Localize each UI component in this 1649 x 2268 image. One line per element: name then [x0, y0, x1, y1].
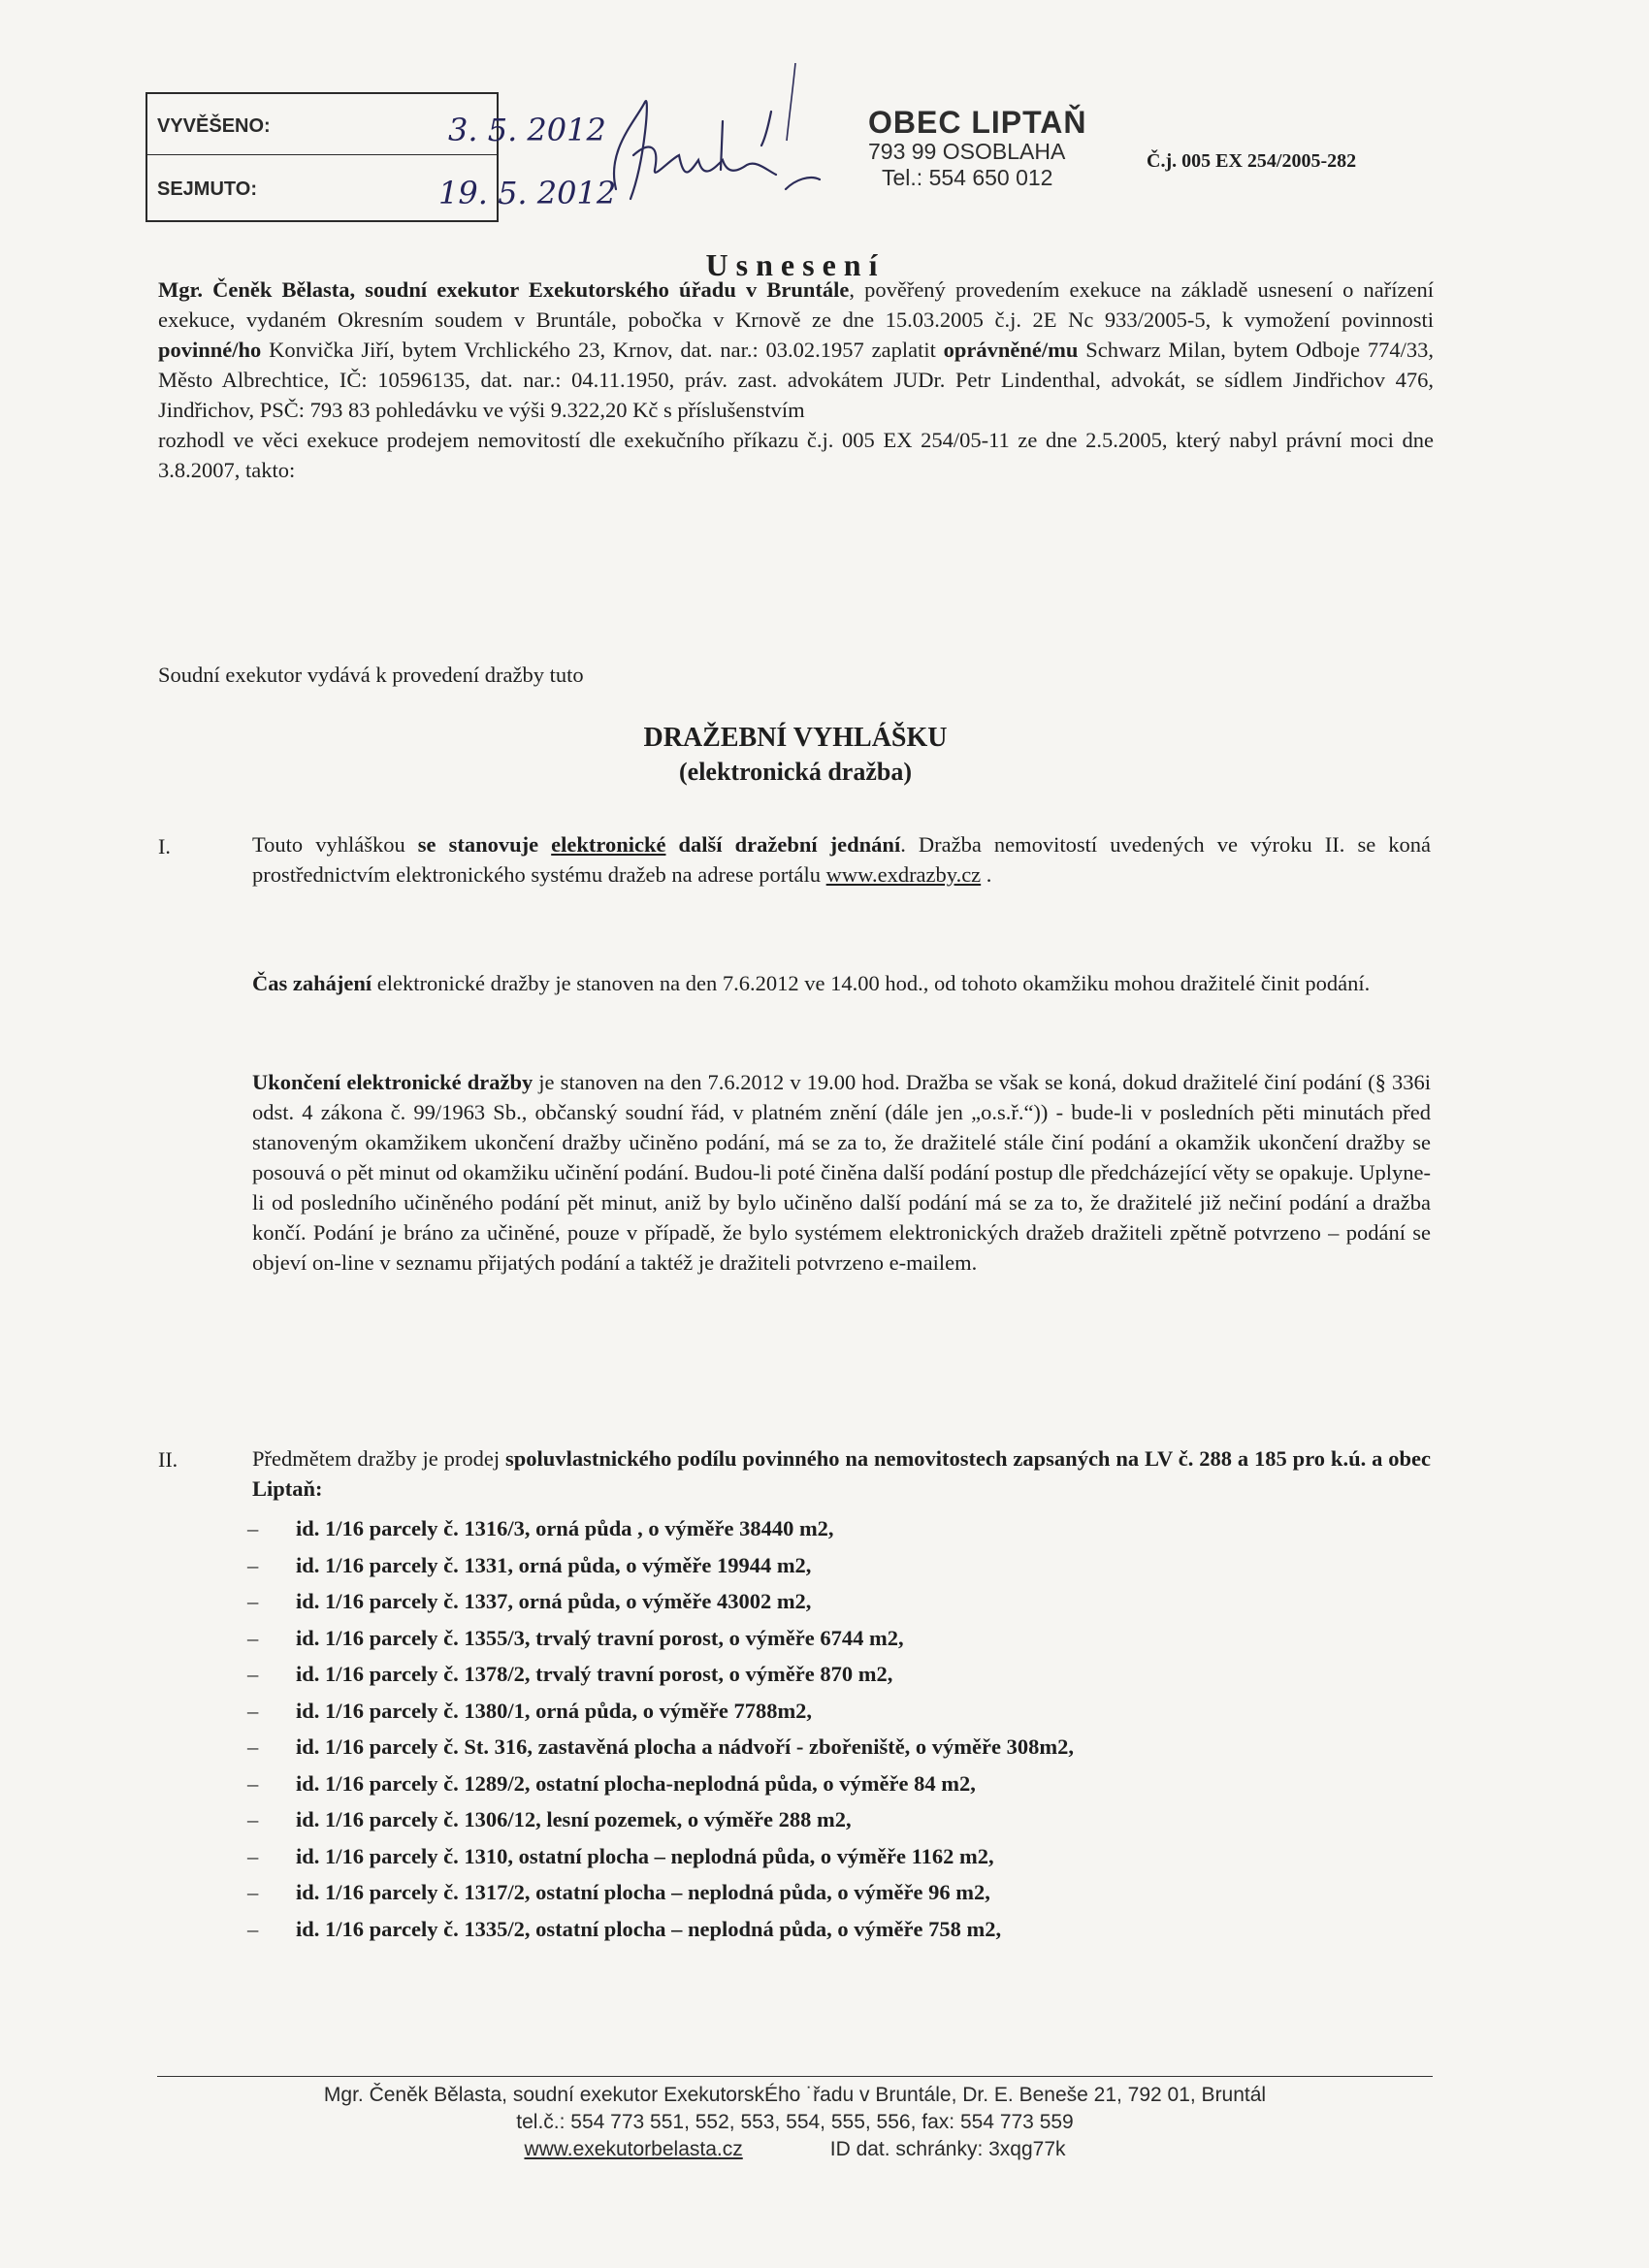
municipal-stamp [868, 105, 1087, 191]
intro-paragraph [158, 275, 1434, 485]
posting-stamp [146, 92, 617, 222]
footer-databox-id: ID dat. schránky: 3xqg77k [829, 2138, 1066, 2160]
lead-sentence: Soudní exekutor vydává k provedení dražby tuto [158, 663, 584, 687]
parcel-item [247, 1874, 1074, 1911]
obligor-label: povinné/ho [158, 338, 262, 362]
parcel-item [247, 1620, 1074, 1657]
section-1-numeral: I. [158, 834, 171, 859]
removed-label: SEJMUTO: [157, 178, 257, 200]
parcel-item [247, 1801, 1074, 1838]
notice-title: DRAŽEBNÍ VYHLÁŠKU [643, 723, 948, 753]
parcel-text: id. 1/16 parcely č. 1378/2, trvalý travní porost, o výměře 870 m2, [296, 1662, 893, 1686]
list-dash: – [247, 1916, 259, 1941]
text-run: . [981, 862, 992, 887]
section-1-paragraph-3 [252, 1067, 1431, 1278]
municipality-name: OBEC LIPTAŇ [868, 105, 1087, 140]
parcel-text: id. 1/16 parcely č. 1317/2, ostatní plocha – neplodná půda, o výměře 96 m2, [296, 1880, 990, 1904]
document-title: Usnesení [705, 247, 886, 282]
section-1-paragraph-1 [252, 829, 1431, 890]
footer [157, 2082, 1433, 2163]
text-run-bold: se stanovuje [417, 832, 552, 857]
parcel-item [247, 1583, 1074, 1620]
list-dash: – [247, 1589, 259, 1613]
list-dash: – [247, 1698, 259, 1723]
section-2-numeral: II. [158, 1447, 178, 1472]
parcel-text: id. 1/16 parcely č. 1355/3, trvalý travní porost, o výměře 6744 m2, [296, 1625, 904, 1650]
end-time-label: Ukončení elektronické dražby [252, 1070, 534, 1094]
removed-date: 19. 5. 2012 [438, 175, 617, 211]
parcel-item [247, 1838, 1074, 1875]
text-run-bold: spoluvlastnického podílu povinného na nemovitostech zapsaných na LV č. 288 a 185 pro k.ú. a obec Liptaň: [252, 1446, 1432, 1501]
parcel-item [247, 1547, 1074, 1584]
intro-text-2: Konvička Jiří, bytem Vrchlického 23, Krnov, dat. nar.: 03.02.1957 zaplatit [261, 338, 944, 362]
parcel-item [247, 1729, 1074, 1766]
parcel-text: id. 1/16 parcely č. 1289/2, ostatní plocha-neplodná půda, o výměře 84 m2, [296, 1770, 976, 1796]
text-run: Předmětem dražby je prodej [252, 1446, 506, 1471]
parcel-text: id. 1/16 parcely č. 1337, orná půda, o výměře 43002 m2, [296, 1589, 812, 1613]
text-run: je stanoven na den 7.6.2012 v 19.00 hod. Dražba se však se koná, dokud dražitelé činí podání (§ 336i odst. 4 zákona č. 99/1963 Sb., občanský soudní řád, v platném znění (dále jen „o.s.ř.“)) - bude-li v posledních pěti minutách před stanoveným okamžikem ukončení dražby učiněno podání, má se za to, že dražitelé stále činí podání a okamžik ukončení dražby se posouvá o pět minut od okamžiku učinění podání. Budou-li poté činěna další podání postup dle předcházející věty se opakuje. Uplyne-li od posledního učiněného podání pět minut, aniž by bylo učiněno další podání má se za to, že dražitelé již nečiní podání a dražba končí. Podání je bráno za učiněné, pouze v případě, že bylo systémem elektronických dražeb dražiteli zpětně potvrzeno – podání se objeví on-line v seznamu přijatých podání a taktéž je dražiteli potvrzeno e-mailem. [252, 1070, 1432, 1275]
list-dash: – [247, 1770, 259, 1796]
parcel-item [247, 1656, 1074, 1693]
footer-contacts: tel.č.: 554 773 551, 552, 553, 554, 555, 556, fax: 554 773 559 [516, 2111, 1074, 2133]
auction-portal-link[interactable]: www.exdrazby.cz [825, 862, 982, 887]
text-run: . Dražba nemovitostí uvedených ve výroku II. se koná prostřednictvím elektronického systému dražeb na adrese portálu [252, 832, 1432, 887]
section-1-paragraph-2 [252, 968, 1431, 998]
text-run: elektronické dražby je stanoven na den 7.6.2012 ve 14.00 hod., od tohoto okamžiku mohou dražitelé činit podání. [372, 971, 1371, 995]
list-dash: – [247, 1625, 259, 1650]
list-dash: – [247, 1807, 259, 1831]
start-time-label: Čas zahájení [252, 971, 372, 995]
parcel-item [247, 1510, 1074, 1547]
list-dash: – [247, 1552, 259, 1577]
posted-date: 3. 5. 2012 [448, 112, 606, 148]
notice-subtitle: (elektronická dražba) [679, 758, 912, 786]
footer-divider [157, 2076, 1433, 2077]
posted-label: VYVĚŠENO: [157, 115, 271, 137]
parcel-text: id. 1/16 parcely č. 1316/3, orná půda , o výměře 38440 m2, [296, 1516, 834, 1540]
municipality-phone: Tel.: 554 650 012 [882, 165, 1053, 190]
list-dash: – [247, 1880, 259, 1904]
footer-address: Mgr. Čeněk Bělasta, soudní exekutor ExekutorskÉho ˙řadu v Bruntále, Dr. E. Beneše 21, 792 01, Bruntál [323, 2084, 1267, 2106]
case-number: Č.j. 005 EX 254/2005-282 [1147, 150, 1357, 172]
parcel-text: id. 1/16 parcely č. 1331, orná půda, o výměře 19944 m2, [296, 1552, 812, 1577]
list-dash: – [247, 1843, 259, 1868]
parcel-text: id. 1/16 parcely č. 1335/2, ostatní plocha – neplodná půda, o výměře 758 m2, [296, 1916, 1002, 1941]
stamp-divider [147, 154, 497, 155]
parcel-text: id. 1/16 parcely č. 1306/12, lesní pozemek, o výměře 288 m2, [296, 1807, 852, 1831]
intro-text-4: rozhodl ve věci exekuce prodejem nemovitostí dle exekučního příkazu č.j. 005 EX 254/05-11 ze dne 2.5.2005, který nabyl právní moci dne 3.8.2007, takto: [158, 428, 1434, 482]
municipality-address: 793 99 OSOBLAHA [868, 139, 1066, 164]
parcel-item [247, 1766, 1074, 1802]
list-dash: – [247, 1662, 259, 1686]
text-run-bold: další dražební jednání [665, 832, 901, 857]
parcel-text: id. 1/16 parcely č. 1310, ostatní plocha – neplodná půda, o výměře 1162 m2, [296, 1843, 994, 1868]
parcel-list [247, 1510, 1074, 1947]
intro-text-1: , pověřený provedením exekuce na základě usnesení o nařízení exekuce, vydaném Okresním soudem v Bruntále, pobočka v Krnově ze dne 15.03.2005 č.j. 2E Nc 933/2005-5, k vymožení povinnosti [158, 277, 1434, 332]
list-dash: – [247, 1516, 259, 1540]
parcel-item [247, 1693, 1074, 1730]
text-run-bold-underlined: elektronické [551, 832, 666, 857]
footer-website-link[interactable]: www.exekutorbelasta.cz [524, 2138, 743, 2160]
parcel-item [247, 1911, 1074, 1948]
list-dash: – [247, 1734, 259, 1759]
executor-name: Mgr. Čeněk Bělasta, soudní exekutor Exekutorského úřadu v Bruntále [158, 277, 850, 302]
creditor-label: oprávněné/mu [943, 338, 1079, 362]
signature-image [577, 63, 829, 228]
text-run: Touto vyhláškou [252, 832, 418, 857]
section-2-paragraph [252, 1443, 1431, 1504]
intro-text-3: Schwarz Milan, bytem Odboje 774/33, Město Albrechtice, IČ: 10596135, dat. nar.: 04.11.1950, práv. zast. advokátem JUDr. Petr Lindenthal, advokát, se sídlem Jindřichov 476, Jindřichov, PSČ: 793 83 pohledávku ve výši 9.322,20 Kč s příslušenstvím [158, 338, 1434, 422]
parcel-text: id. 1/16 parcely č. St. 316, zastavěná plocha a nádvoří - zbořeniště, o výměře 308m2, [296, 1734, 1075, 1759]
parcel-text: id. 1/16 parcely č. 1380/1, orná půda, o výměře 7788m2, [296, 1698, 813, 1723]
